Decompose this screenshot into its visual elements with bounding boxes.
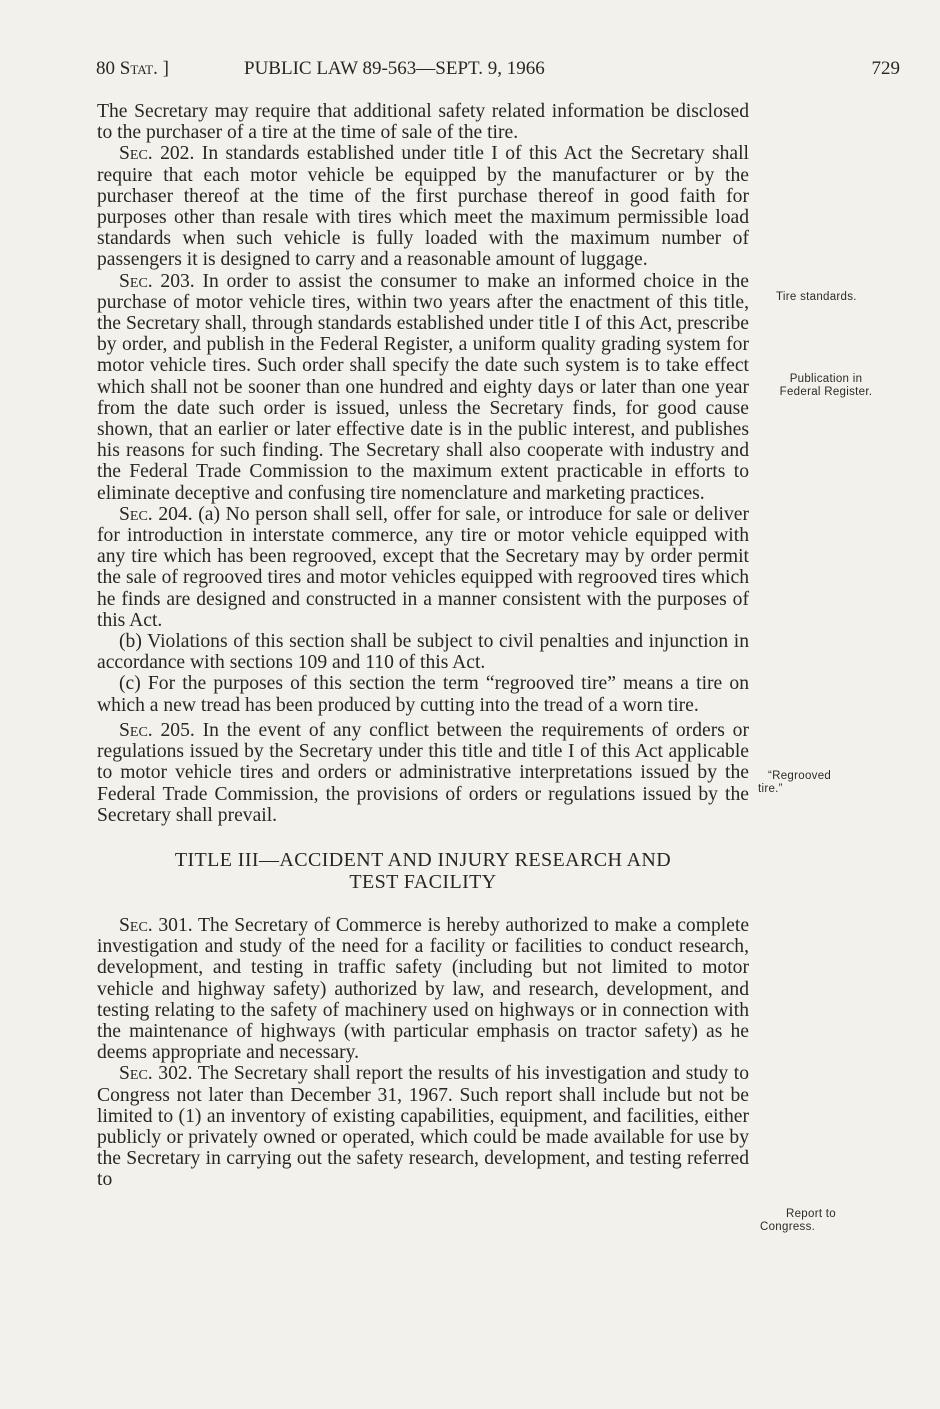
margin-note-tire-standards [776,291,857,304]
section-text: The Secretary of Commerce is hereby authorized to make a complete investigation and study of the need for a facility or facilities to conduct research, development, and testing in traffic safety (including but not limited to motor vehicle and highway safety) authorized by law, and research, development, and testing relating to the safety of machinery used on highways or in connection with the maintenance of highways (with particular emphasis on tractor safety) as he deems appropriate and necessary. [97,914,750,1064]
margin-note-text: Tire standards. [776,291,857,303]
section-302 [97,1063,749,1190]
margin-note-line: Federal Register. [779,386,873,398]
margin-note-publication [760,373,892,399]
section-label: Sec. 302. [119,1063,193,1085]
page-header [96,58,900,82]
section-label: Sec. 202. [119,143,195,165]
public-law-heading: PUBLIC LAW 89-563—SEPT. 9, 1966 [244,58,545,79]
section-label: Sec. 301. [119,914,193,936]
section-202 [97,143,749,270]
section-text: In standards established under title I of this Act the Secretary shall require that each motor vehicle be equipped by the manufacturer or by the purchaser thereof at the time of the first purchase thereof in good faith for purposes other than resale with tires which meet the maximum permissible load standards when such vehicle is fully loaded with the maximum number of passengers it is designed to carry and a reasonable amount of luggage. [97,143,749,271]
statute-reference: 80 Stat. ] [96,58,169,79]
margin-note-line: tire.” [758,783,783,795]
section-label: Sec. 203. [119,270,195,292]
subsection-c: (c) For the purposes of this section the term “regrooved tire” means a tire on which a new tread has been produced by cutting into the tread of a worn tire. [97,673,749,716]
section-text: In order to assist the consumer to make an informed choice in the purchase of motor vehicle tires, within two years after the enactment of this title, the Secretary shall, through standards established under title I of this Act, prescribe by order, and publish in the Federal Register, a uniform quality grading system for motor vehicle tires. Such order shall specify the date such system is to take effect which shall not be sooner than one hundred and eighty days or later than one year from the date such order is issued, unless the Secretary finds, for good cause shown, that an earlier or later effective date is in the public interest, and publishes his reasons for such finding. The Secretary shall also cooperate with industry and the Federal Trade Commission to the maximum extent practicable in efforts to eliminate deceptive and confusing tire nomenclature and marketing practices. [97,270,750,504]
body-text [97,101,749,1191]
section-203 [97,271,749,504]
margin-note-report-to-congress [760,1208,836,1234]
section-text: The Secretary shall report the results of his investigation and study to Congress not later than December 31, 1967. Such report shall include but not be limited to (1) an inventory of existing capabilities, equipment, and facilities, either publicly or privately owned or operated, which could be made available for use by the Secretary in carrying out the safety research, development, and testing referred to [97,1063,750,1191]
title-line-1: TITLE III—ACCIDENT AND INJURY RESEARCH AND [174,848,672,871]
title-line-2: TEST FACILITY [349,870,497,893]
title-heading [97,849,749,893]
margin-note-line: Report to [786,1208,837,1220]
section-text: (a) No person shall sell, offer for sale, or introduce for sale or deliver for introduction in interstate commerce, any tire or motor vehicle equipped with any tire which has been regrooved, except that the Secretary may by order permit the sale of regrooved tires and motor vehicles equipped with regrooved tires which he finds are designed and constructed in a manner consistent with the purposes of this Act. [97,503,749,631]
section-204 [97,504,749,631]
margin-note-line: Publication in [789,373,863,385]
section-text: In the event of any conflict between the requirements of orders or regulations issued by the Secretary under this title and title I of this Act applicable to motor vehicle tires and orders or administrative interpretations issued by the Federal Trade Commission, the provisions of orders or regulations issued by the Secretary shall prevail. [97,719,749,826]
section-label: Sec. 204. [119,503,193,525]
section-label: Sec. 205. [119,719,195,741]
section-301 [97,915,749,1063]
page-number: 729 [871,58,900,79]
margin-note-line: Congress. [760,1221,816,1233]
paragraph: The Secretary may require that additional safety related information be disclosed to the purchaser of a tire at the time of sale of the tire. [97,101,749,144]
margin-note-line: “Regrooved [768,770,832,782]
margin-note-regrooved-tire [758,770,831,796]
section-205 [97,720,749,826]
subsection-b: (b) Violations of this section shall be subject to civil penalties and injunction in accordance with sections 109 and 110 of this Act. [97,631,749,674]
